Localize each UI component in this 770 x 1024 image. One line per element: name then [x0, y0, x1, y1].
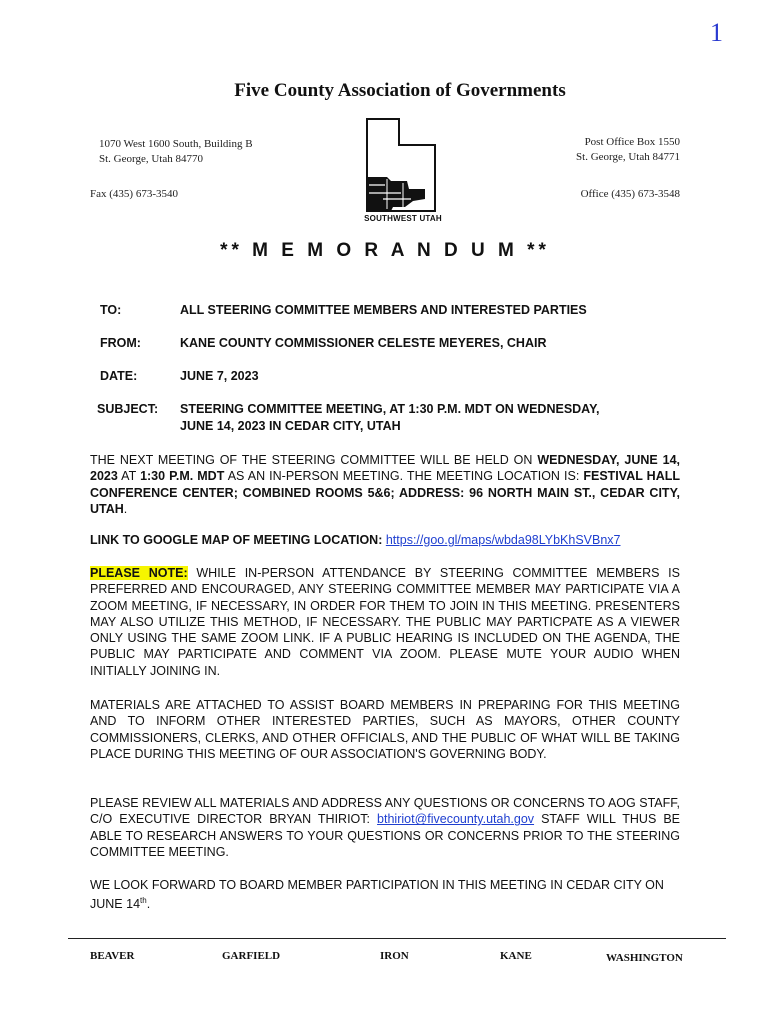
address-right-line2: St. George, Utah 84771	[576, 151, 680, 163]
map-link[interactable]: https://goo.gl/maps/wbda98LYbKhSVBnx7	[385, 533, 621, 547]
county-kane: KANE	[500, 950, 532, 962]
para1-text4: .	[123, 501, 128, 516]
fax-number: Fax (435) 673-3540	[90, 188, 178, 200]
from-value: KANE COUNTY COMMISSIONER CELESTE MEYERES, CHAIR	[180, 336, 547, 350]
address-left	[99, 137, 253, 167]
county-washington: WASHINGTON	[606, 952, 683, 964]
subject-line2: JUNE 14, 2023 IN CEDAR CITY, UTAH	[180, 419, 401, 433]
meeting-date: WEDNESDAY, JUNE 14, 2023	[90, 453, 680, 484]
date-value: JUNE 7, 2023	[180, 369, 259, 383]
date-label: DATE:	[100, 369, 138, 383]
county-iron: IRON	[380, 950, 409, 962]
address-left-line1: 1070 West 1600 South, Building B	[99, 138, 253, 150]
note-text: WHILE IN-PERSON ATTENDANCE BY STEERING COMMITTEE MEMBERS IS PREFERRED AND ENCOURAGED, ANY STEERING COMMITTEE MEMBER MAY PARTICIPATE VIA A ZOOM MEETING, IF NECESSARY, IN ORDER FOR THEM TO JOIN IN THIS MEETING. PRESENTERS MAY ALSO UTILIZE THIS METHOD, IF NECESSARY. THE PUBLIC MAY PARTICPATE AS A VIEWER ONLY USING THE SAME ZOOM LINK. IF A PUBLIC HEARING IS INCLUDED ON THE AGENDA, THE PUBLIC MAY PARTICIPATE AND COMMENT VIA ZOOM. PLEASE MUTE YOUR AUDIO WHEN INITIALLY JOINING IN.	[90, 566, 680, 678]
utah-logo	[357, 115, 447, 215]
to-label: TO:	[100, 303, 122, 317]
subject-line1: STEERING COMMITTEE MEETING, AT 1:30 P.M. MDT ON WEDNESDAY,	[180, 402, 600, 416]
review-paragraph	[90, 795, 680, 860]
closing-paragraph	[90, 877, 680, 913]
to-value: ALL STEERING COMMITTEE MEMBERS AND INTERESTED PARTIES	[180, 303, 587, 317]
closing-sup: th	[140, 896, 147, 906]
please-note-highlight: PLEASE NOTE:	[90, 566, 188, 580]
closing-text1: WE LOOK FORWARD TO BOARD MEMBER PARTICIPATION IN THIS MEETING IN CEDAR CITY ON JUNE 14	[90, 878, 664, 912]
logo-caption: SOUTHWEST UTAH	[364, 214, 442, 223]
review-text2: STAFF WILL THUS BE ABLE TO RESEARCH ANSWERS TO YOUR QUESTIONS OR CONCERNS PRIOR TO THE STEERING COMMITTEE MEETING.	[90, 812, 681, 859]
note-paragraph	[90, 565, 680, 679]
subject-label: SUBJECT:	[97, 402, 159, 416]
memo-title: ** M E M O R A N D U M **	[220, 240, 550, 261]
map-link-line	[90, 532, 690, 548]
county-garfield: GARFIELD	[222, 950, 281, 962]
address-right-line1: Post Office Box 1550	[584, 136, 680, 148]
map-link-label: LINK TO GOOGLE MAP OF MEETING LOCATION:	[90, 533, 383, 547]
from-label: FROM:	[100, 336, 141, 350]
meeting-time: 1:30 P.M. MDT	[140, 469, 225, 484]
address-left-line2: St. George, Utah 84770	[99, 153, 203, 165]
address-right	[576, 135, 680, 165]
office-number: Office (435) 673-3548	[580, 188, 680, 200]
meeting-location: FESTIVAL HALL CONFERENCE CENTER; COMBINED ROOMS 5&6; ADDRESS: 96 NORTH MAIN ST., CEDAR CITY, UTAH	[90, 469, 681, 516]
para1-text2: AT	[117, 469, 141, 484]
org-name: Five County Association of Governments	[234, 80, 566, 101]
footer-rule	[68, 938, 726, 939]
review-text1: PLEASE REVIEW ALL MATERIALS AND ADDRESS ANY QUESTIONS OR CONCERNS TO AOG STAFF, C/O EXECUTIVE DIRECTOR BRYAN THIRIOT:	[90, 796, 680, 827]
county-beaver: BEAVER	[90, 950, 135, 962]
email-link[interactable]: bthiriot@fivecounty.utah.gov	[377, 812, 535, 827]
materials-paragraph: MATERIALS ARE ATTACHED TO ASSIST BOARD MEMBERS IN PREPARING FOR THIS MEETING AND TO INFORM OTHER INTERESTED PARTIES, SUCH AS MAYORS, OTHER COUNTY COMMISSIONERS, CLERKS, AND OTHER OFFICIALS, AND THE PUBLIC OF WHAT WILL BE TAKING PLACE DURING THIS MEETING OF OUR ASSOCIATION'S GOVERNING BODY.	[90, 698, 680, 761]
page-number: 1	[710, 18, 723, 47]
para1-text3: AS AN IN-PERSON MEETING. THE MEETING LOCATION IS:	[224, 469, 584, 484]
subject-value	[180, 401, 700, 435]
para1-text1: THE NEXT MEETING OF THE STEERING COMMITTEE WILL BE HELD ON	[90, 453, 538, 467]
closing-text2: .	[146, 897, 151, 912]
meeting-paragraph	[90, 452, 680, 517]
